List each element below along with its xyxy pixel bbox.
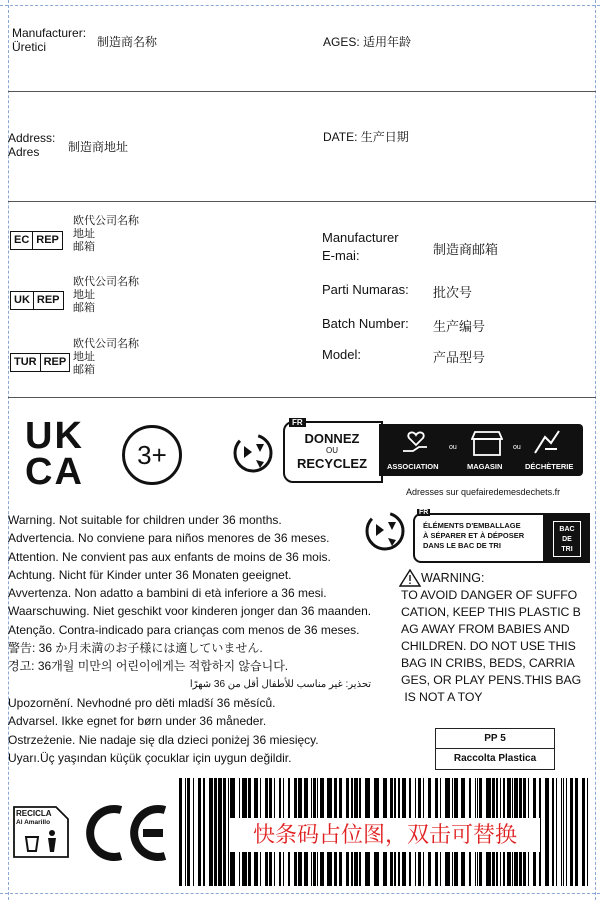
warning-cs: Upozornění. Nevhodné pro děti mladší 36 měsíců. (8, 695, 276, 710)
ec-rep-badge: EC REP (10, 231, 63, 250)
barcode-bar (587, 778, 588, 886)
barcode-bar (185, 778, 186, 886)
address-value: 制造商地址 (68, 140, 129, 154)
divider-1 (8, 91, 596, 92)
warnings-list (8, 511, 371, 767)
barcode-bar (552, 778, 554, 886)
barcode-placeholder-label: 快条码占位图，双击可替换 (230, 818, 540, 852)
tur-rep-info: 欧代公司名称 地址 邮箱 (73, 338, 139, 376)
barcode-bar (214, 778, 217, 886)
warning-fr: Attention. Ne convient pas aux enfants de moins de 36 mois. (8, 549, 331, 564)
triman-icon-2 (364, 510, 406, 552)
barcode-bar (223, 778, 226, 886)
sorting-banner: FR ÉLÉMENTS D'EMBALLAGE À SÉPARER ET À DÉPOSER DANS LE BAC DE TRI BAC DE TRI (413, 509, 590, 563)
barcode-bar (566, 778, 567, 886)
barcode-bar (209, 778, 213, 886)
warning-de: Achtung. Nicht für Kinder unter 36 Monaten geeignet. (8, 567, 292, 582)
warning-ar: تحذير: غير مناسب للأطفال أقل من 36 شهرًا (189, 678, 372, 690)
guide-right (595, 0, 596, 900)
manufacturer-value: 制造商名称 (97, 35, 158, 49)
age-3plus-icon: 3+ (122, 425, 182, 485)
guide-top (0, 5, 600, 6)
donnez-recyclez-banner: FR DONNEZ OU RECYCLEZ ASSOCIATION ou MAGASIN ou DÉCHÈTERIE (283, 421, 583, 479)
barcode-bar (179, 778, 182, 886)
email-label: Manufacturer E-mai: (322, 230, 399, 263)
warning-pt: Atenção. Contra-indicado para crianças com menos de 36 meses. (8, 622, 360, 637)
batch-label: Batch Number: (322, 316, 409, 331)
barcode-bar (203, 778, 205, 886)
parti-value: 批次号 (433, 285, 473, 300)
manufacturer-label: Manufacturer: Üretici (12, 26, 87, 54)
recicla-amarillo-logo: RECICLA Al Amarillo (12, 805, 70, 859)
guide-bottom (0, 893, 600, 894)
warning-triangle-icon (399, 569, 421, 587)
warning-en: Warning. Not suitable for children under 36 months. (8, 513, 282, 527)
warning-ja: 警告: 36 か月未満のお子様には適していません. (8, 641, 263, 656)
warning-pl: Ostrzeżenie. Nie nadaje się dla dzieci poniżej 36 miesięcy. (8, 732, 319, 747)
plastic-warning-text: TO AVOID DANGER OF SUFFO CATION, KEEP THIS PLASTIC B AG AWAY FROM BABIES AND CHILDREN. DO NOT USE THIS BAG IN CRIBS, BEDS, CARRIA GES, OR PLAY PENS.THIS BAG IS NOT A TOY (401, 588, 582, 704)
uk-rep-info: 欧代公司名称 地址 邮箱 (73, 276, 139, 314)
ages-field: AGES: 适用年龄 (323, 35, 412, 49)
model-value: 产品型号 (433, 350, 486, 365)
warning-es: Advertencia. No conviene para niños menores de 36 meses. (8, 531, 330, 546)
email-value: 制造商邮箱 (433, 242, 499, 257)
warning-tr: Uyarı.Üç yaşından küçük çocuklar için uygun değildir. (8, 750, 292, 765)
triman-icon (232, 432, 274, 474)
ce-mark-icon (85, 800, 171, 864)
uk-rep-badge: UK REP (10, 291, 64, 310)
barcode-bar (187, 778, 190, 886)
ukca-mark: UK CA (25, 415, 84, 493)
bin-icon: BAC DE TRI (553, 521, 581, 557)
parti-label: Parti Numaras: (322, 282, 409, 297)
barcode-bar (570, 778, 573, 886)
warning-ko: 경고: 36개월 미만의 어린이에게는 적합하지 않습니다. (8, 659, 289, 674)
barcode-bar (561, 778, 562, 886)
barcode-bar (228, 778, 229, 886)
plastic-code-box: PP 5 Raccolta Plastica (435, 728, 555, 770)
barcode-bar (545, 778, 549, 886)
plastic-warning-title: WARNING: (399, 569, 484, 587)
address-label: Address: Adres (8, 131, 56, 159)
dump-icon (531, 427, 563, 457)
barcode-bar (193, 778, 194, 886)
barcode-bar (563, 778, 564, 886)
barcode-bar (218, 778, 222, 886)
triman-website: Adresses sur quefairedemesdechets.fr (406, 487, 561, 497)
tur-rep-badge: TUR REP (10, 353, 70, 372)
divider-3 (8, 397, 596, 398)
hand-heart-icon (401, 429, 431, 457)
warning-da: Advarsel. Ikke egnet for børn under 36 måneder. (8, 714, 267, 729)
batch-value: 生产编号 (433, 319, 486, 334)
barcode-bar (556, 778, 557, 886)
divider-2 (8, 201, 596, 202)
warning-it: Avvertenza. Non adatto a bambini di età inferiore a 36 mesi. (8, 586, 327, 601)
date-field: DATE: 生产日期 (323, 130, 409, 144)
barcode-bar (198, 778, 201, 886)
barcode-bar (582, 778, 585, 886)
model-label: Model: (322, 347, 362, 362)
ec-rep-info: 欧代公司名称 地址 邮箱 (73, 215, 139, 253)
warning-nl: Waarschuwing. Niet geschikt voor kinderen jonger dan 36 maanden. (8, 604, 372, 619)
barcode-bar (575, 778, 578, 886)
store-icon (471, 429, 503, 457)
